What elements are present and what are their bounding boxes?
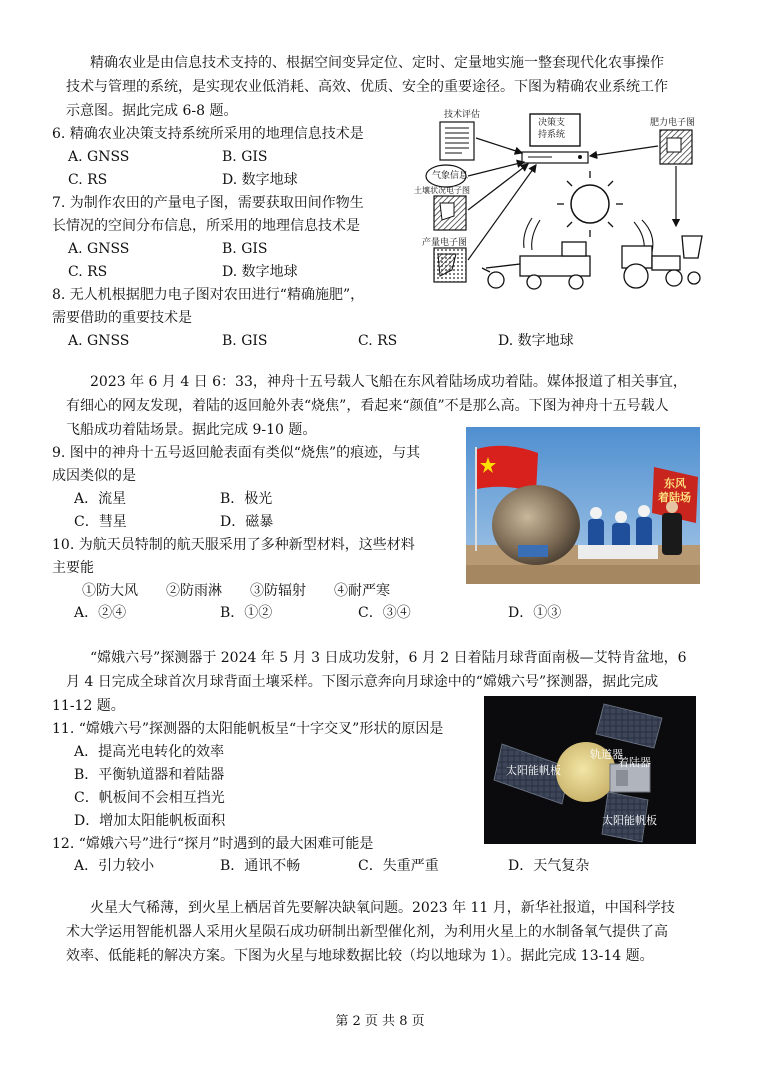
q10-stem-line2: 主要能 [52, 560, 94, 576]
q7-option-b[interactable]: B. GIS [222, 241, 268, 257]
q7-option-c[interactable]: C. RS [68, 264, 108, 280]
label-soil-map: 土壤状况电子图 [414, 186, 470, 195]
banner-text-line2: 着陆场 [658, 491, 691, 504]
combine-harvester-icon [482, 242, 590, 289]
q10-stem-line1: 10. 为航天员特制的航天服采用了多种新型材料，这些材料 [52, 537, 415, 553]
label-dss-line1: 决策支 [538, 118, 566, 128]
q8-option-c[interactable]: C. RS [358, 333, 398, 349]
q7-option-d[interactable]: D. 数字地球 [222, 264, 298, 280]
q12-option-b[interactable]: B．通讯不畅 [220, 858, 301, 874]
page-footer: 第 2 页 共 8 页 [335, 1014, 425, 1029]
q12-option-c[interactable]: C．失重严重 [358, 858, 439, 874]
q9-stem-line1: 9. 图中的神舟十五号返回舱表面有类似“烧焦”的痕迹，与其 [52, 445, 421, 461]
q11-option-c[interactable]: C．帆板间不会相互挡光 [74, 790, 225, 806]
q8-stem-line2: 需要借助的重要技术是 [52, 310, 192, 326]
q6-option-c[interactable]: C. RS [68, 172, 108, 188]
q10-option-a[interactable]: A．②④ [74, 605, 127, 621]
q6-option-d[interactable]: D. 数字地球 [222, 172, 298, 188]
s4-intro-line3: 效率、低能耗的解决方案。下图为火星与地球数据比较（均以地球为 1）。据此完成 13-14 题。 [66, 948, 654, 964]
q8-option-d[interactable]: D. 数字地球 [498, 333, 574, 349]
shenzhou-landing-photo [466, 427, 700, 584]
q11-option-d[interactable]: D．增加太阳能帆板面积 [74, 813, 226, 829]
q10-option-c[interactable]: C．③④ [358, 605, 411, 621]
s3-intro-line3: 11-12 题。 [52, 698, 125, 714]
q9-option-b[interactable]: B．极光 [220, 491, 273, 507]
s1-intro-line3: 示意图。据此完成 6-8 题。 [66, 103, 238, 119]
label-yield-map: 产量电子图 [422, 238, 468, 248]
label-fertility-map: 肥力电子图 [650, 118, 696, 128]
q7-stem-line1: 7. 为制作农田的产量电子图，需要获取田间作物生 [52, 195, 364, 211]
tractor-icon [622, 236, 702, 288]
q6-stem: 6. 精确农业决策支持系统所采用的地理信息技术是 [52, 126, 364, 142]
s3-intro-line1: “嫦娥六号”探测器于 2024 年 5 月 3 日成功发射，6 月 2 日着陆月球背面南极—艾特肯盆地，6 [90, 650, 687, 666]
label-orbiter: 轨道器 [590, 748, 623, 761]
q9-option-c[interactable]: C．彗星 [74, 514, 127, 530]
s2-intro-line3: 飞船成功着陆场景。据此完成 9-10 题。 [66, 422, 317, 438]
label-weather-info: 气象信息 [432, 171, 469, 181]
s2-intro-line1: 2023 年 6 月 4 日 6：33，神舟十五号载人飞船在东风着陆场成功着陆。媒体报道了相关事宜， [90, 374, 687, 390]
s3-intro-line2: 月 4 日完成全球首次月球背面土壤采样。下图示意奔向月球途中的“嫦娥六号”探测器，据此完成 [66, 674, 659, 690]
fertility-map-icon [660, 130, 692, 164]
s4-intro-line2: 术大学运用智能机器人采用火星陨石成功研制出新型催化剂，为利用火星上的水制备氧气提供了高 [66, 924, 668, 940]
q9-stem-line2: 成因类似的是 [52, 468, 136, 484]
q9-option-d[interactable]: D．磁暴 [220, 514, 274, 530]
q12-stem: 12. “嫦娥六号”进行“探月”时遇到的最大困难可能是 [52, 836, 374, 852]
q6-option-a[interactable]: A. GNSS [68, 149, 130, 165]
s1-intro-line2: 技术与管理的系统，是实现农业低消耗、高效、优质、安全的重要途径。下图为精确农业系统工作 [66, 79, 668, 95]
sun-icon [557, 171, 623, 237]
q8-option-a[interactable]: A. GNSS [68, 333, 130, 349]
q10-option-b[interactable]: B．①② [220, 605, 273, 621]
label-panel-bottom: 太阳能帆板 [602, 814, 657, 827]
s1-intro-line1: 精确农业是由信息技术支持的、根据空间变异定位、定时、定量地实施一整套现代化农事操作 [90, 55, 664, 71]
q8-option-b[interactable]: B. GIS [222, 333, 268, 349]
q12-option-d[interactable]: D．天气复杂 [508, 858, 590, 874]
precision-agriculture-diagram [412, 108, 712, 296]
q11-option-b[interactable]: B．平衡轨道器和着陆器 [74, 767, 225, 783]
q10-option-d[interactable]: D．①③ [508, 605, 562, 621]
q8-stem-line1: 8. 无人机根据肥力电子图对农田进行“精确施肥”， [52, 287, 365, 303]
q7-stem-line2: 长情况的空间分布信息，所采用的地理信息技术是 [52, 218, 360, 234]
s2-intro-line2: 有细心的网友发现，着陆的返回舱外表“烧焦”，看起来“颜值”不是那么高。下图为神舟十五号载人 [66, 398, 669, 414]
banner-text-line1: 东风 [664, 477, 686, 490]
tech-evaluation-document-icon [440, 122, 474, 160]
soil-map-icon [434, 196, 466, 230]
label-lander: 着陆器 [618, 756, 651, 769]
s4-intro-line1: 火星大气稀薄，到火星上栖居首先要解决缺氧问题。2023 年 11 月，新华社报道，中国科学技 [90, 900, 675, 916]
label-panel-left: 太阳能帆板 [506, 764, 561, 777]
q12-option-a[interactable]: A．引力较小 [74, 858, 155, 874]
label-dss-line2: 持系统 [538, 130, 566, 140]
q11-stem: 11. “嫦娥六号”探测器的太阳能帆板呈“十字交叉”形状的原因是 [52, 721, 444, 737]
q9-option-a[interactable]: A．流星 [74, 491, 127, 507]
q11-option-a[interactable]: A．提高光电转化的效率 [74, 744, 225, 760]
change6-probe-figure [484, 696, 696, 844]
yield-map-icon [434, 248, 466, 282]
solar-panel-top [596, 704, 662, 748]
label-tech-eval: 技术评估 [444, 110, 481, 120]
q10-items: ①防大风 ②防雨淋 ③防辐射 ④耐严寒 [82, 583, 390, 599]
q6-option-b[interactable]: B. GIS [222, 149, 268, 165]
q7-option-a[interactable]: A. GNSS [68, 241, 130, 257]
